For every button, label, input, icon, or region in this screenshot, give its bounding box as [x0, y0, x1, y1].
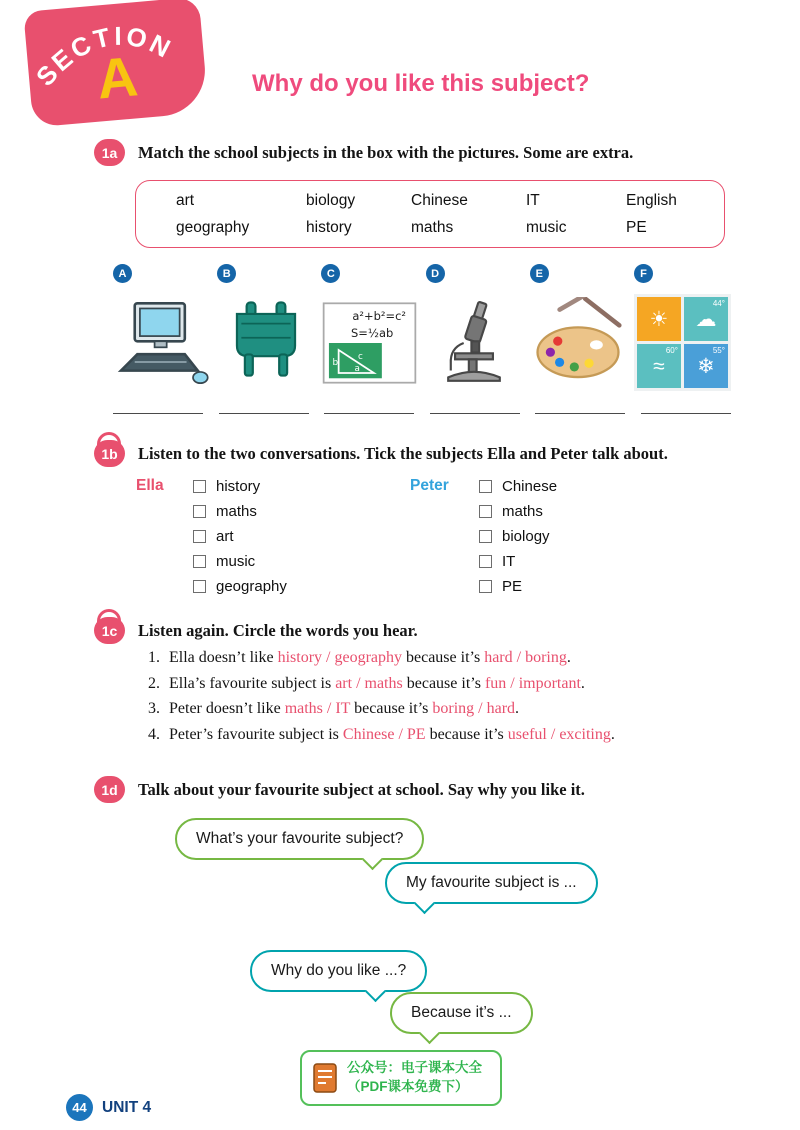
speech-bubble: [175, 818, 424, 860]
checkbox-row: [479, 474, 557, 499]
ella-checklist: [193, 474, 287, 599]
formula-1: a²+b²=c²: [352, 308, 407, 323]
bubble-tail: [362, 849, 383, 870]
checkbox[interactable]: [193, 480, 206, 493]
bubble-tail: [365, 981, 386, 1002]
checkbox-label: art: [216, 528, 234, 545]
checkbox-label: maths: [502, 503, 543, 520]
subject-word: biology: [306, 192, 356, 209]
computer-icon: [113, 290, 210, 395]
task-1d-badge: [94, 776, 125, 803]
picture-letter-badge: B: [217, 264, 236, 283]
picture-card: [113, 264, 210, 395]
checkbox-label: IT: [502, 553, 516, 570]
sentence-text: because it’s: [402, 674, 485, 692]
checkbox-row: [479, 549, 557, 574]
bubble-tail: [414, 893, 435, 914]
sentence: [148, 675, 768, 701]
maths-card-icon: [321, 290, 418, 395]
speech-bubble: [385, 862, 598, 904]
checkbox-row: [193, 474, 287, 499]
bubble-tail: [419, 1023, 440, 1044]
ella-label: Ella: [136, 477, 164, 494]
sentence-text: Peter doesn’t like: [169, 700, 285, 717]
subject-word: music: [526, 219, 567, 236]
triangle-side-a: a: [354, 363, 361, 374]
bronze-vessel-icon: [217, 290, 314, 395]
sentence-text: .: [515, 700, 520, 717]
task-1b-badge-label: 1b: [101, 445, 118, 462]
task-1b-badge: [94, 440, 125, 467]
temperature-label: 44°: [712, 299, 725, 308]
subject-word: geography: [176, 219, 250, 236]
triangle-side-c: c: [358, 351, 364, 362]
sentence-text: .: [610, 725, 615, 743]
checkbox-row: [193, 574, 287, 599]
speech-bubble-text: Why do you like ...?: [271, 962, 407, 979]
picture-card: [321, 264, 418, 395]
task-1c-instruction: Listen again. Circle the words you hear.: [138, 621, 418, 640]
checkbox-label: geography: [216, 578, 287, 595]
microscope-icon: [426, 290, 523, 395]
checkbox[interactable]: [193, 505, 206, 518]
task-1a-badge-label: 1a: [101, 144, 118, 161]
page-number-badge: 44: [66, 1094, 93, 1121]
section-banner: [23, 0, 208, 127]
weather-grid-icon: [634, 290, 731, 395]
speech-bubble-text: Because it’s ...: [411, 1004, 512, 1021]
task-1a-instruction: Match the school subjects in the box with the pictures. Some are extra.: [138, 143, 634, 162]
answer-line[interactable]: [535, 402, 625, 414]
picture-card: [426, 264, 523, 395]
sentence-number: 1.: [148, 649, 160, 666]
checkbox-label: Chinese: [502, 478, 558, 495]
sentence-text: Ella doesn’t like: [169, 649, 278, 666]
circle-words-section: [148, 649, 768, 751]
checkbox[interactable]: [479, 530, 492, 543]
subject-word: IT: [526, 192, 540, 209]
sentence-number: 2.: [148, 674, 160, 692]
snowflake-icon: ❄: [697, 354, 715, 378]
picture-card: [217, 264, 314, 395]
checkbox-label: music: [216, 553, 256, 570]
subject-word: English: [626, 192, 677, 209]
task-1c-badge-label: 1c: [101, 622, 118, 639]
checkbox-row: [193, 524, 287, 549]
sentence: [148, 700, 768, 726]
sentence-text: because it’s: [425, 725, 508, 743]
answer-line[interactable]: [113, 402, 203, 414]
task-1d-instruction: Talk about your favourite subject at school. Say why you like it.: [138, 780, 585, 799]
palette-icon: [530, 290, 627, 395]
sentence-text: Ella’s favourite subject is: [169, 674, 336, 692]
circle-choice[interactable]: useful / exciting: [507, 725, 611, 743]
pictures-row: [113, 264, 731, 395]
promo-text-line1: 公众号：电子课本大全: [347, 1060, 482, 1076]
wind-tile: [637, 344, 681, 388]
checkbox-label: biology: [502, 528, 550, 545]
peter-label: Peter: [410, 477, 449, 494]
sentence-text: .: [566, 649, 571, 666]
promo-text-line2: （PDF课本免费下）: [347, 1079, 469, 1094]
promo-box: [300, 1050, 502, 1106]
subject-word: Chinese: [411, 192, 468, 209]
checkbox[interactable]: [479, 580, 492, 593]
section-label: SECTION: [29, 20, 178, 92]
task-1b-instruction: Listen to the two conversations. Tick the subjects Ella and Peter talk about.: [138, 444, 668, 463]
subject-word: history: [306, 219, 352, 236]
picture-letter-badge: A: [113, 264, 132, 283]
answer-line[interactable]: [324, 402, 414, 414]
circle-choice[interactable]: art / maths: [335, 674, 403, 692]
sentence-text: because it’s: [402, 649, 485, 666]
unit-label: UNIT 4: [102, 1099, 152, 1116]
textbook-icon: [312, 1062, 338, 1094]
circle-choice[interactable]: fun / important: [484, 674, 581, 692]
speech-bubble-text: My favourite subject is ...: [406, 874, 577, 891]
checkbox[interactable]: [479, 555, 492, 568]
checkbox[interactable]: [479, 505, 492, 518]
headphones-icon: [97, 609, 121, 622]
page-title: Why do you like this subject?: [252, 70, 590, 97]
subject-word: PE: [626, 219, 647, 236]
section-letter: A: [94, 44, 141, 111]
checkbox-row: [479, 524, 557, 549]
checkbox[interactable]: [193, 555, 206, 568]
sentence: [148, 726, 768, 752]
sentence-text: Peter’s favourite subject is: [169, 725, 343, 743]
picture-letter-badge: F: [634, 264, 653, 283]
checkbox-label: history: [216, 478, 261, 495]
picture-letter-badge: D: [426, 264, 445, 283]
peter-checklist: [479, 474, 557, 599]
sentence: [148, 649, 768, 675]
circle-choice[interactable]: Chinese / PE: [342, 725, 426, 743]
speech-bubble: [250, 950, 427, 992]
sun-tile: [637, 297, 681, 341]
picture-card: [634, 264, 731, 395]
checkbox[interactable]: [479, 480, 492, 493]
answer-line[interactable]: [430, 402, 520, 414]
subject-word: maths: [411, 219, 454, 236]
task-1c-badge: [94, 617, 125, 644]
checkbox-row: [479, 574, 557, 599]
checkbox-label: maths: [216, 503, 257, 520]
checkbox[interactable]: [193, 580, 206, 593]
checkbox[interactable]: [193, 530, 206, 543]
sentence-number: 3.: [148, 700, 160, 717]
headphones-icon: [97, 432, 121, 445]
temperature-label: 60°: [665, 346, 678, 355]
wind-icon: ≈: [653, 354, 665, 378]
cloud-icon: ☁: [695, 307, 717, 331]
task-1a-badge: [94, 139, 125, 166]
circle-choice[interactable]: hard / boring: [484, 649, 567, 666]
snow-tile: [684, 344, 728, 388]
formula-2: S=½ab: [351, 325, 394, 340]
answer-line[interactable]: [219, 402, 309, 414]
circle-choice[interactable]: boring / hard: [432, 700, 516, 717]
speech-bubble-text: What’s your favourite subject?: [196, 830, 404, 847]
picture-card: [530, 264, 627, 395]
picture-letter-badge: E: [530, 264, 549, 283]
answer-line[interactable]: [641, 402, 731, 414]
triangle-side-b: b: [332, 357, 339, 368]
temperature-label: 55°: [712, 346, 725, 355]
answer-lines-row: [113, 402, 731, 414]
picture-letter-badge: C: [321, 264, 340, 283]
checkbox-row: [193, 549, 287, 574]
subject-word: art: [176, 192, 195, 209]
task-1d-badge-label: 1d: [101, 781, 118, 798]
sentence-text: .: [580, 674, 585, 692]
sentence-number: 4.: [148, 725, 160, 743]
sun-icon: ☀: [649, 307, 669, 331]
checkbox-label: PE: [502, 578, 523, 595]
circle-choice[interactable]: maths / IT: [284, 700, 351, 717]
circle-choice[interactable]: history / geography: [277, 649, 402, 666]
sentence-text: because it’s: [350, 700, 433, 717]
checkbox-row: [479, 499, 557, 524]
cloud-tile: [684, 297, 728, 341]
speech-bubble: [390, 992, 533, 1034]
subjects-box: [135, 180, 725, 248]
checkbox-row: [193, 499, 287, 524]
